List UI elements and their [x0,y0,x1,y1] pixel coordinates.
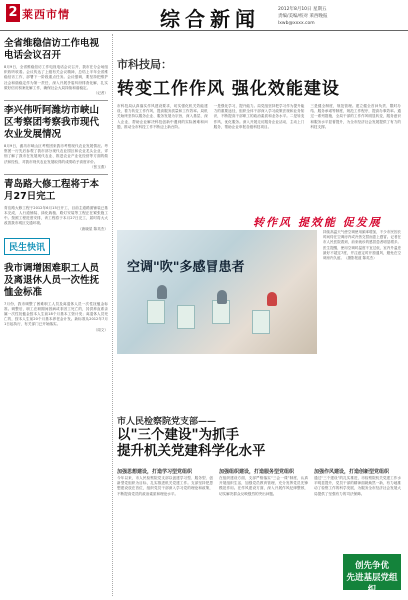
lead-headline[interactable]: 转变工作作风 强化效能建设 [117,79,340,99]
photo-aside [323,230,401,354]
story-body: 8月9日，全省维稳信访工作电视电话会议召开，我市在分会场组织收听收看。会议传达了上级有关会议精神，总结上半年全省维稳信访工作，部署下一阶段重点任务。会议强调，要坚持把维护社会和谐稳定作为第一责任，深入开展矛盾纠纷排查化解，扎实做好信访积案化解工作，确保社会大局持续和谐稳定。 [4,65,108,90]
lead-column: 一是强化学习，提升能力。局党组坚持把学习作为提升能力的重要途径，组织全体干部深入学习政策法规和业务知识，不断提高干部职工的政治素质和业务水平。二是转变作风，优化服务。深入开展走访服务企业活动，主动上门服务，帮助企业申报各级科技项目。 [213,104,305,129]
page-header [0,0,408,31]
photo-caption: 空调"吹"多感冒患者 [127,260,245,275]
story-headline[interactable]: 青岛路大修工程将于本月27日完工 [4,178,100,202]
badge-line: 先进基层党组织 [346,573,398,595]
bottom-subhead: 加强组织建设，打造服务型党组织 [219,469,295,475]
story-byline: （唐晓星 陈英杰） [78,226,108,231]
bottom-column [314,465,401,497]
date-info [278,6,327,27]
photo-aside-text: 持续高温天气使空调使用频率增加，不少市民因长时间待在空调房内或冷热交替而患上感冒。记者在市人民医院看到，前来就诊的感冒患者明显增多。医生提醒，使用空调时温度不宜过低，室内外温差最好不超过7度，并注意定时开窗通风，避免在空调房内久留。（摄影报道 陈英杰） [323,230,401,261]
story-headline[interactable]: 全省维稳信访工作电视电话会议召开 [4,38,100,61]
bottom-column [219,465,308,497]
story-body: 7月份，我市调整了困难职工人员及离退休人员一次性抚恤金标准。调整后，职工在职期间因病或非因工死亡的，其供养直系亲属一次性抚恤金按本人生前18个月基本工资计发；离退休人员死亡的，按本人生前20个月基本养老金计发。新标准从2012年7月1日起执行，有关部门已开始落实。 [4,301,108,327]
bottom-story [117,414,401,497]
livelihood-banner: 民生快讯 [4,238,50,255]
bottom-body [117,465,401,497]
bottom-subhead: 加强作风建设，打造创新型党组织 [314,469,390,475]
right-column [112,34,405,596]
masthead: 综合新闻 [160,7,260,31]
divider [4,100,108,101]
news-photo[interactable] [117,230,317,354]
story-byline: （记者） [93,91,108,96]
date-line: 责编/美编/校对 莱西晚报 [278,14,328,19]
badge-line: 创先争优 [354,561,389,571]
story-body: 青岛路大修工程于2012年6月15日开工，目前主道路面铺装已基本完成，人行道铺装、绿化栽植、路灯安装等工程正在紧张施工中。按照工程进度安排，该工程将于本月27日完工，届时将大大改善我市城区交通环境。 [4,205,108,226]
waiting-seat [252,310,270,334]
lead-slogan: 转作风 提效能 促发展 [253,216,382,229]
page-number: 2 [6,4,20,22]
waiting-seat [147,300,165,324]
bottom-headline[interactable]: 提升机关党建科学化水平 [117,443,266,459]
date-line: lxwb@xxxx.com [278,21,315,26]
story-headline[interactable]: 李兴伟听阿潍坊市峡山区考察团考察我市现代农业发展情况 [4,105,100,141]
story-headline[interactable]: 我市调增困难职工人员及离退休人员一次性抚恤金标准 [4,262,100,298]
left-column [4,34,108,596]
story-byline: （张玉燕） [90,164,108,169]
patient-figure [157,285,167,299]
patient-figure [217,290,227,304]
divider [4,174,108,175]
lead-kicker: 市科技局： [117,58,172,71]
section-title: 莱西市情 [22,8,70,21]
patient-figure [267,292,277,306]
honor-badge [343,554,401,595]
bottom-headline[interactable]: 以"三个建设"为抓手 [117,427,240,443]
bottom-column-text: 通过“三个建设”的扎实推进，市检察院机关党建工作水平明显提升，党员干部的精神面貌焕然一新，有力地推动了检察工作的科学发展，为服务全市经济社会发展大局提供了坚强有力的司法保障。 [314,476,401,496]
lead-column: 市科技局认真落实作风建设要求，切实强化机关效能建设，着力转变工作作风，提高服务质量和工作效率。局机关始终坚持以服务企业、服务发展为宗旨，深入基层、深入企业，帮助企业解决科技创新中遇到的实际困难和问题，推动全市科技工作不断迈上新台阶。 [117,104,208,129]
bottom-column-text: 在组织建设方面，支部严格落实“三会一课”制度，认真开展组织生活，加强党员教育管理，充分发挥党员先锋模范作用。在作风建设方面，深入开展作风纪律整顿，切实解决群众反映强烈的突出问题。 [219,476,309,496]
bottom-column-text: 今年以来，市人民检察院党支部以创建学习型、服务型、创新型党组织为目标，扎实推进机关党建工作。支部坚持把思想建设放在首位，组织党员干部深入学习党的理论和政策，不断提高党员的政治素质和理论水平。 [117,476,214,496]
bottom-column [117,465,213,497]
lead-body [117,104,401,130]
bottom-subhead: 加强思想建设，打造学习型党组织 [117,469,193,475]
date-line: 2012年8月10日 星期五 [278,7,327,12]
story-byline: （周文） [93,327,108,332]
waiting-seat [177,305,195,329]
bottom-kicker: 市人民检察院党支部—— [117,417,217,427]
lead-column: 三是健全制度，规范管理。建立健全首问负责、限时办结、服务承诺等制度，规范工作程序，提高办事效率。通过一系列措施，全局干部的工作作风明显转变，服务意识和服务水平显著提升，为全市经济社会发展提供了有力的科技支撑。 [310,104,402,129]
story-body: 8月9日，潍坊市峡山区考察团来我市考察现代农业发展情况。考察团一行先后参观了我市部分现代农业园区和农业龙头企业，详细了解了我市在发展现代农业、推进农业产业化经营等方面的做法和经验，对我市现代农业发展取得的成绩给予高度评价。 [4,144,108,164]
